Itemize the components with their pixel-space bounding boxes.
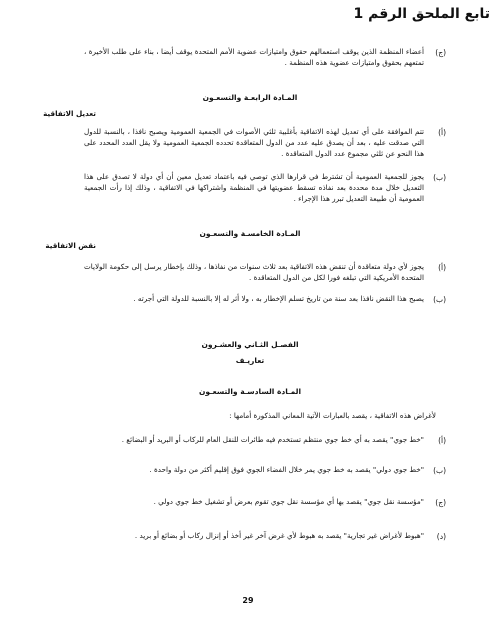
- paragraph: تتم الموافقة على أي تعديل لهذه الاتفاقية بأغلبية ثلثي الأصوات في الجمعية العمومية ويصبح نافذا ، بالنسبة للدول التي صدقت عليه ، بعد أن يصدق عليه عدد من الدول المتعاقدة تحدده الجمعية العمومية ولا يقل العدد المحدد على هذا النحو عن ثلثي مجموع عدد الدول المتعاقدة .: [84, 127, 424, 158]
- chapter-subtitle: تعاريـف: [235, 356, 265, 365]
- article-title: المـادة الخامسـة والتسعـون: [199, 229, 301, 238]
- page-number: 29: [242, 596, 254, 605]
- item-marker: (أ): [438, 263, 446, 272]
- definition-item: "خط جوي دولي" يقصد به خط جوي يمر خلال الفضاء الجوي فوق إقليم أكثر من دولة واحدة .: [149, 465, 424, 474]
- item-marker: (أ): [438, 128, 446, 137]
- item-marker: (ج): [435, 498, 446, 507]
- paragraph: يجوز للجمعية العمومية أن تشترط في قرارها الذي توصي فيه باعتماد تعديل معين أن أي دولة لا تصدق على هذا التعديل خلال مدة محددة بعد نفاذه تسقط عضويتها في المنظمة واشتراكها في الاتفاقية ، وذلك إذا رأت الجمعية العمومية أن طبيعة التعديل تبرر هذا الإجراء .: [84, 172, 424, 203]
- item-marker: (أ): [438, 436, 446, 445]
- definition-item: "هبوط لأغراض غير تجارية" يقصد به هبوط لأي غرض آخر غير أخذ أو إنزال ركاب أو بضائع أو بريد .: [134, 531, 424, 540]
- definition-item: "مؤسسة نقل جوي" يقصد بها أي مؤسسة نقل جوي تقوم بعرض أو تشغيل خط جوي دولي .: [153, 497, 424, 506]
- article-title: المـادة الرابعـة والتسعـون: [202, 93, 298, 102]
- side-heading: نقض الاتفاقية: [45, 241, 96, 250]
- paragraph: يصبح هذا النقض نافذا بعد سنة من تاريخ تسلم الإخطار به ، ولا أثر له إلا بالنسبة للدولة التي أجرته .: [133, 294, 424, 303]
- paragraph: يجوز لأي دولة متعاقدة أن تنقض هذه الاتفاقية بعد ثلاث سنوات من نفاذها ، وذلك بإخطار يرسل إلى حكومة الولايات المتحدة الأمريكية التي تبلغه فورا لكل من الدول المتعاقدة .: [84, 262, 424, 282]
- item-marker: (د): [436, 532, 446, 541]
- definition-item: "خط جوي" يقصد به أي خط جوي منتظم تستخدم فيه طائرات للنقل العام للركاب أو البريد أو البضائع .: [121, 435, 424, 444]
- side-heading: تعديل الاتفاقية: [43, 109, 96, 118]
- article-title: المـادة السادسـة والتسعـون: [198, 387, 302, 396]
- paragraph: لأغراض هذه الاتفاقية ، يقصد بالعبارات الآتية المعاني المذكورة أمامها :: [229, 411, 436, 420]
- paragraph: أعضاء المنظمة الذين يوقف استعمالهم حقوق وامتيازات عضوية الأمم المتحدة يوقف أيضا ، بناء على طلب الأخيرة ، تمتعهم بحقوق وامتيازات عضوية هذه المنظمة .: [84, 47, 424, 67]
- item-marker: (ب): [433, 295, 446, 304]
- item-marker: (ب): [433, 466, 446, 475]
- item-marker: (ب): [433, 173, 446, 182]
- chapter-title: الفصـل الثـاني والعشـرون: [201, 340, 299, 349]
- item-marker: (ج): [435, 48, 446, 57]
- page-header-title: تابع الملحق الرقم 1: [353, 6, 490, 22]
